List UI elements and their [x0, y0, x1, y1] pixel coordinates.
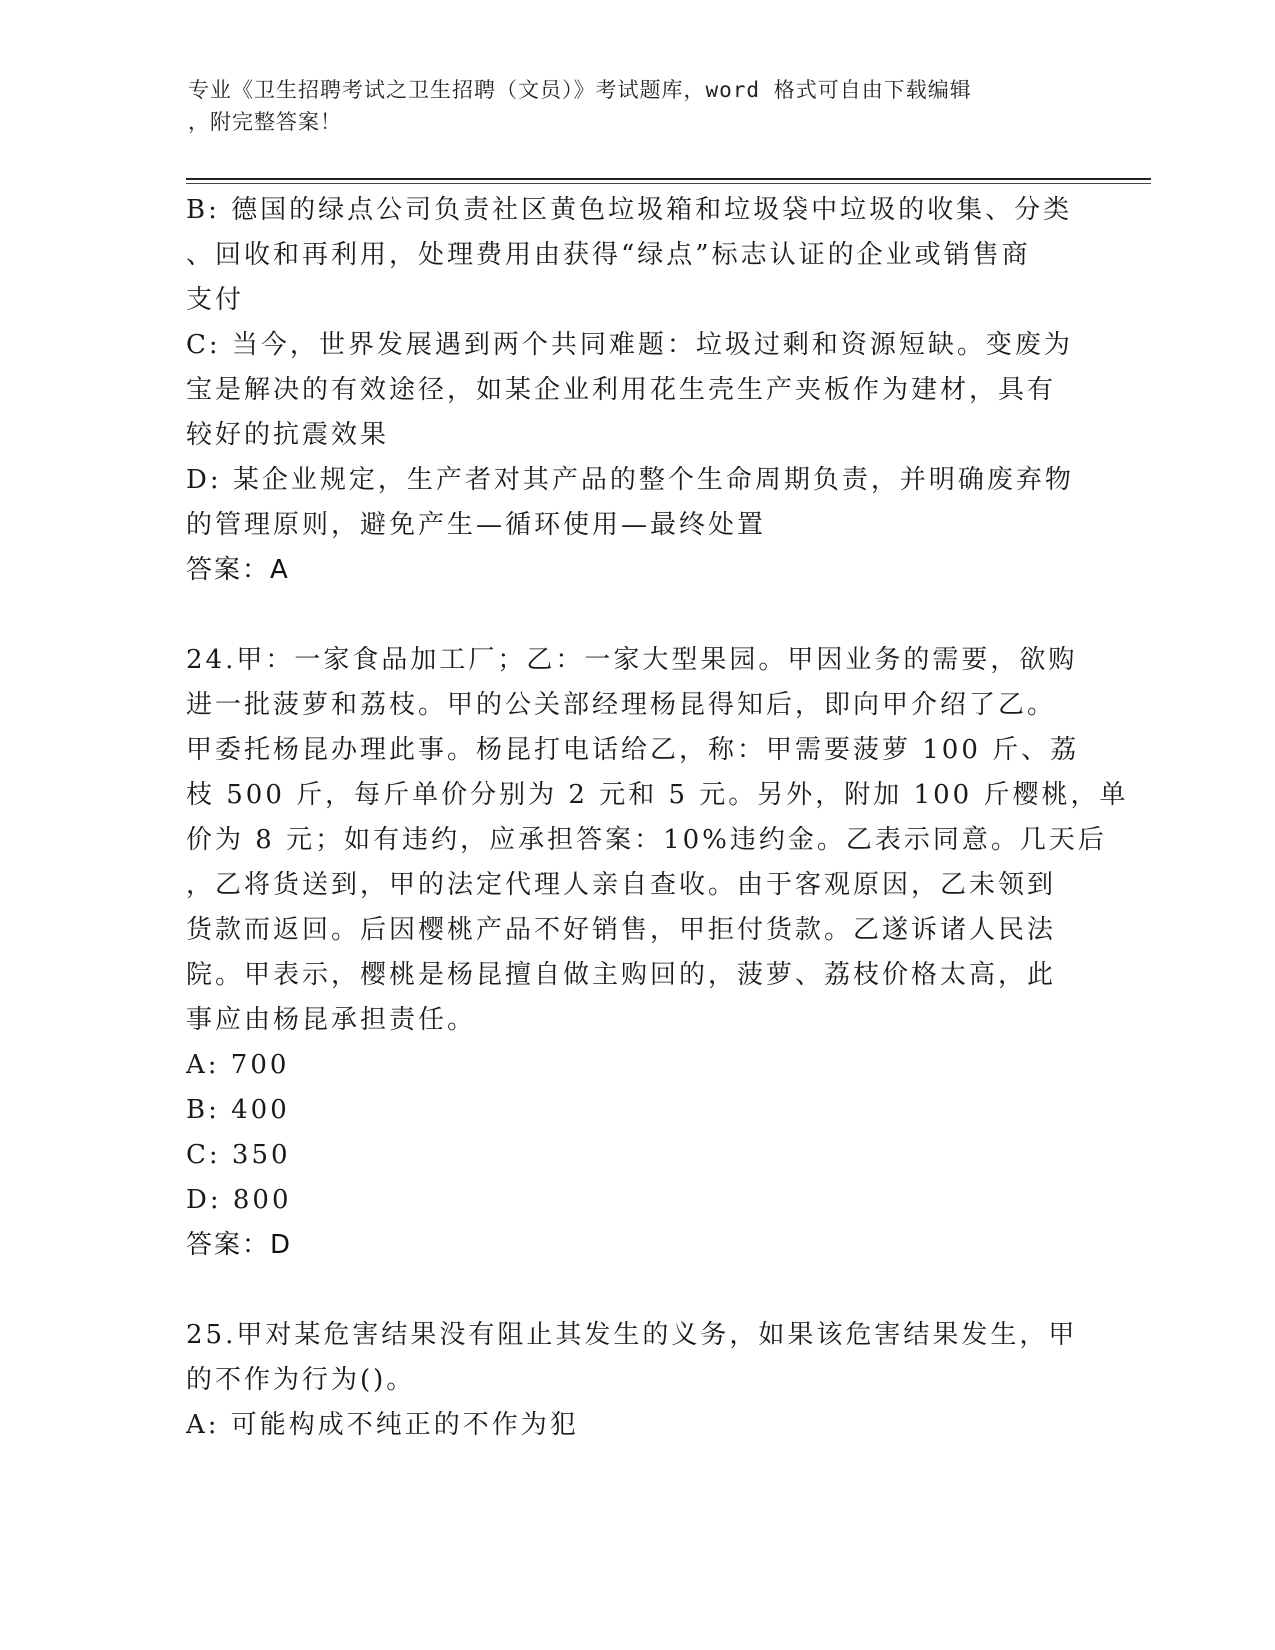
text-line: 宝是解决的有效途径，如某企业利用花生壳生产夹板作为建材，具有	[186, 375, 1057, 405]
spacer	[186, 593, 1086, 638]
text-line: C: 当今，世界发展遇到两个共同难题：垃圾过剩和资源短缺。变废为	[186, 330, 1073, 360]
question-23-option-b	[186, 188, 1086, 323]
text-line: 事应由杨昆承担责任。	[186, 1005, 477, 1035]
text-line: 支付	[186, 285, 245, 315]
question-content	[186, 188, 1129, 1448]
question-23-option-d	[186, 458, 1086, 548]
text-line: 院。甲表示，樱桃是杨昆擅自做主购回的，菠萝、荔枝价格太高，此	[186, 960, 1057, 990]
text-line: 25.甲对某危害结果没有阻止其发生的义务，如果该危害结果发生，甲	[186, 1320, 1078, 1350]
text-line: 货款而返回。后因樱桃产品不好销售，甲拒付货款。乙遂诉诸人民法	[186, 915, 1057, 945]
text-line: 较好的抗震效果	[186, 420, 390, 450]
header-line-1: 专业《卫生招聘考试之卫生招聘（文员）》考试题库，word 格式可自由下载编辑	[188, 78, 972, 102]
header-line-2: ，附完整答案！	[188, 110, 342, 134]
option-a: A: 可能构成不纯正的不作为犯	[186, 1410, 579, 1440]
option-d: D: 800	[186, 1185, 292, 1215]
text-line: ，乙将货送到，甲的法定代理人亲自查收。由于客观原因，乙未领到	[186, 870, 1057, 900]
option-a: A: 700	[186, 1050, 290, 1080]
header-divider-thin	[186, 183, 1151, 184]
question-24-stem	[186, 638, 1129, 1043]
text-line: B: 德国的绿点公司负责社区黄色垃圾箱和垃圾袋中垃圾的收集、分类	[186, 195, 1073, 225]
question-23-answer: 答案：A	[186, 555, 290, 585]
question-24-answer: 答案：D	[186, 1230, 293, 1260]
text-line: D: 某企业规定，生产者对其产品的整个生命周期负责，并明确废弃物	[186, 465, 1074, 495]
text-line: 甲委托杨昆办理此事。杨昆打电话给乙，称：甲需要菠萝 100 斤、荔	[186, 735, 1080, 765]
option-b: B: 400	[186, 1095, 290, 1125]
question-25-stem	[186, 1313, 1086, 1403]
text-line: 的不作为行为()。	[186, 1365, 416, 1395]
text-line: 的管理原则，避免产生—循环使用—最终处置	[186, 510, 767, 540]
spacer	[186, 1268, 1086, 1313]
text-line: 进一批菠萝和荔枝。甲的公关部经理杨昆得知后，即向甲介绍了乙。	[186, 690, 1057, 720]
text-line: 、回收和再利用，处理费用由获得“绿点”标志认证的企业或销售商	[186, 240, 1031, 270]
text-line: 24.甲：一家食品加工厂；乙：一家大型果园。甲因业务的需要，欲购	[186, 645, 1078, 675]
text-line: 枝 500 斤，每斤单价分别为 2 元和 5 元。另外，附加 100 斤樱桃，单	[186, 780, 1129, 810]
header-divider-thick	[186, 178, 1151, 180]
page-header	[188, 74, 1068, 138]
question-23-option-c	[186, 323, 1086, 458]
question-25-options	[186, 1403, 1086, 1448]
option-c: C: 350	[186, 1140, 291, 1170]
question-24-options	[186, 1043, 1086, 1223]
text-line: 价为 8 元；如有违约，应承担答案：10%违约金。乙表示同意。几天后	[186, 825, 1107, 855]
